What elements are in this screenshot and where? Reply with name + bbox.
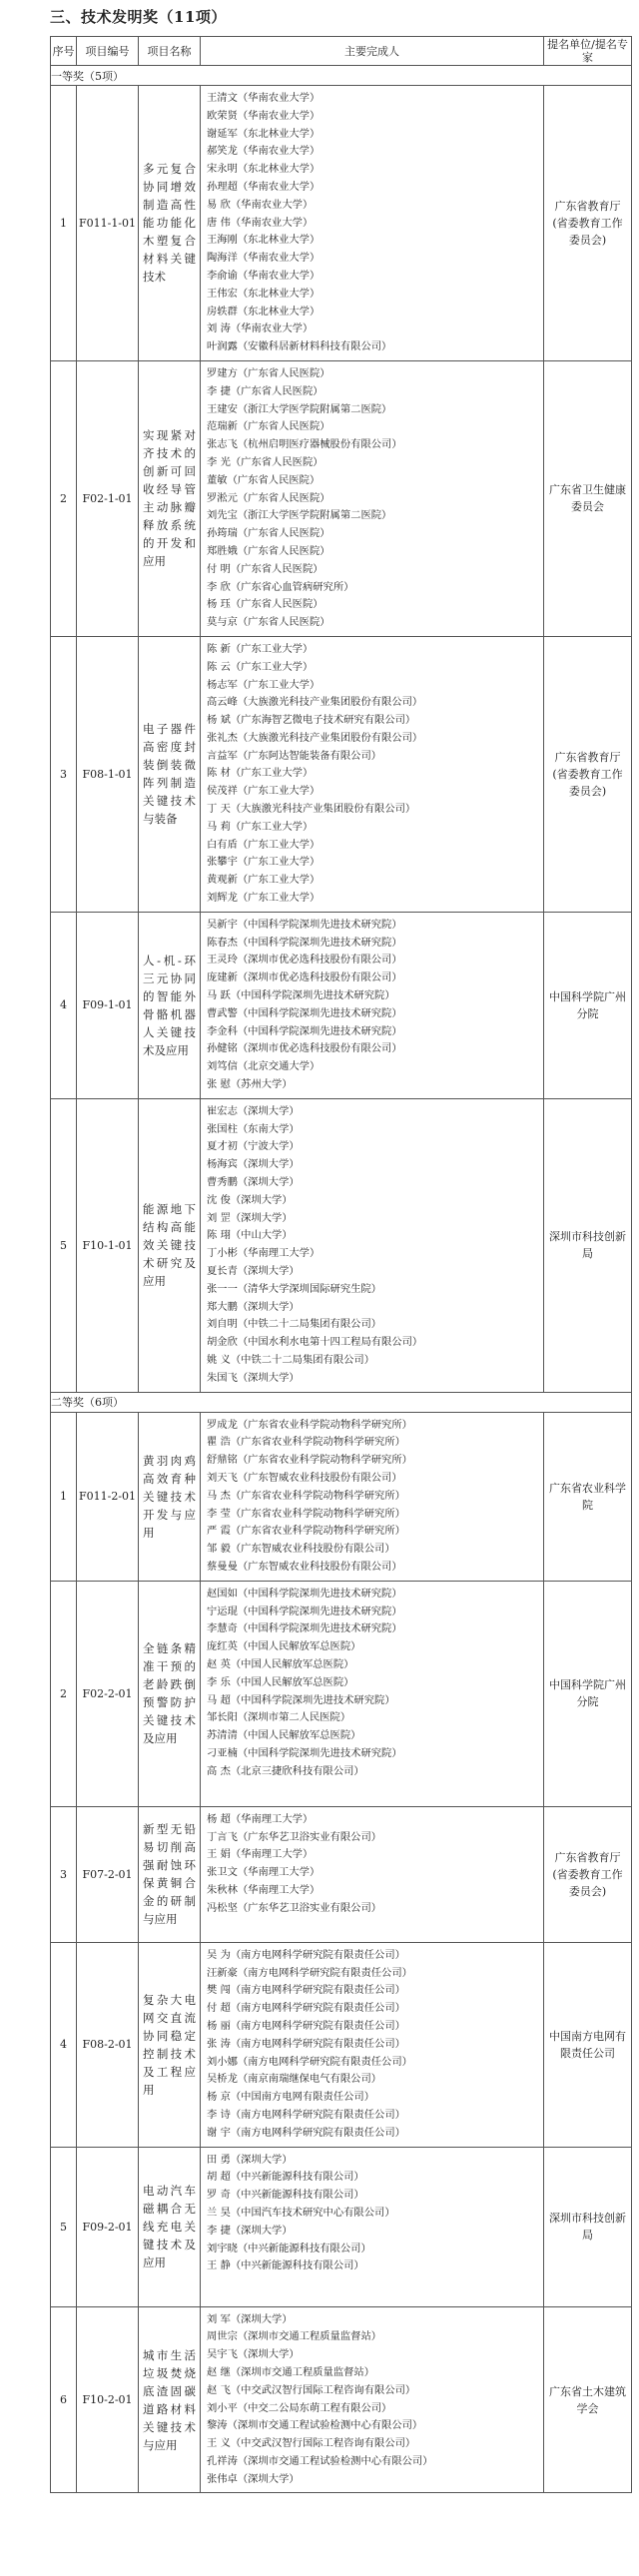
nominating-unit: 广东省卫生健康委员会 (544, 360, 632, 636)
completer-item: 罗成龙（广东省农业科学院动物科学研究所） (207, 1418, 412, 1431)
completers-cell (201, 1581, 544, 1806)
completer-item: 李 莹（广东省农业科学院动物科学研究所） (207, 1507, 405, 1520)
completer-item: 王海刚（东北林业大学） (207, 234, 320, 247)
section-label: 二等奖（6项） (51, 1392, 632, 1412)
nominating-unit: 深圳市科技创新局 (544, 2147, 632, 2306)
nominating-unit: 广东省土木建筑学会 (544, 2306, 632, 2493)
completer-item: 刘天飞（广东智威农业科技股份有限公司） (207, 1471, 402, 1484)
completer-item: 蔡曼曼（广东智威农业科技股份有限公司） (207, 1560, 402, 1573)
page-title: 三、技术发明奖（11项） (50, 8, 227, 26)
completer-item: 黎涛（深圳市交通工程试验检测中心有限公司） (207, 2419, 423, 2432)
row-seq: 1 (51, 86, 77, 361)
completer-item: 杨志军（广东工业大学） (207, 678, 320, 691)
completer-item: 杨 丽（南方电网科学研究院有限责任公司） (207, 2019, 405, 2032)
project-name: 全链条精准干预的老龄跌倒预警防护关键技术及应用 (139, 1581, 201, 1806)
completer-item: 孙筠瑞（广东省人民医院） (207, 527, 330, 540)
completer-item: 姚 义（中铁二十二局集团有限公司） (207, 1353, 375, 1366)
row-seq: 4 (51, 912, 77, 1098)
project-name: 城市生活垃圾焚烧底渣固碳道路材料关键技术与应用 (139, 2306, 201, 2493)
award-table (50, 36, 632, 2493)
completer-item: 汪新豪（南方电网科学研究院有限责任公司） (207, 1966, 412, 1979)
completer-item: 邹长阳（深圳市第二人民医院） (207, 1711, 351, 1724)
completer-item: 谢 宇（南方电网科学研究院有限责任公司） (207, 2126, 405, 2139)
completer-item: 罗淞元（广东省人民医院） (207, 491, 330, 504)
nominating-unit: 中国科学院广州分院 (544, 1581, 632, 1806)
row-code: F02-1-01 (77, 360, 139, 636)
header-code: 项目编号 (77, 37, 139, 66)
completer-item: 谢延军（东北林业大学） (207, 127, 320, 140)
completer-item: 冯松坚（广东华艺卫浴实业有限公司） (207, 1901, 382, 1914)
row-code: F08-2-01 (77, 1942, 139, 2147)
completer-item: 庞红英（中国人民解放军总医院） (207, 1640, 361, 1653)
completer-item: 赵国如（中国科学院深圳先进技术研究院） (207, 1587, 402, 1600)
completer-item: 罗建方（广东省人民医院） (207, 366, 330, 379)
row-code: F10-1-01 (77, 1098, 139, 1392)
completer-item: 刘小平（中交二公局东萌工程有限公司） (207, 2401, 392, 2414)
completer-item: 陈 材（广东工业大学） (207, 767, 314, 780)
completer-item: 王灵玲（深圳市优必选科技股份有限公司） (207, 954, 402, 966)
table-row (51, 636, 632, 912)
completer-item: 严 霞（广东省农业科学院动物科学研究所） (207, 1525, 405, 1538)
completer-item: 马 杰（广东省农业科学院动物科学研究所） (207, 1489, 405, 1502)
nominating-unit: 广东省教育厅(省委教育工作委员会) (544, 86, 632, 361)
nominating-unit: 广东省教育厅(省委教育工作委员会) (544, 1806, 632, 1942)
completer-item: 吴桥龙（南京南瑞继保电气有限公司） (207, 2073, 382, 2086)
completers-cell (201, 1098, 544, 1392)
completer-item: 刘辉龙（广东工业大学） (207, 892, 320, 905)
completer-item: 侯茂祥（广东工业大学） (207, 785, 320, 798)
completer-item: 夏才初（宁波大学） (207, 1140, 300, 1153)
row-code: F10-2-01 (77, 2306, 139, 2493)
completers-cell (201, 360, 544, 636)
completer-item: 郑大鹏（深圳大学） (207, 1300, 300, 1313)
completer-item: 沈 俊（深圳大学） (207, 1193, 293, 1206)
completer-item: 赵 继（深圳市交通工程质量监督站） (207, 2365, 375, 2378)
row-seq: 2 (51, 360, 77, 636)
completer-item: 白有盾（广东工业大学） (207, 838, 320, 851)
completer-item: 杨 珏（广东省人民医院） (207, 598, 323, 611)
completer-item: 孔祥涛（深圳市交通工程试验检测中心有限公司） (207, 2454, 433, 2467)
completer-item: 朱国飞（深圳大学） (207, 1371, 300, 1384)
completer-item: 董敏（广东省人民医院） (207, 473, 320, 486)
nominating-unit: 广东省农业科学院 (544, 1412, 632, 1581)
completer-item: 杨 斌（广东海智艺微电子技术研究有限公司） (207, 714, 416, 727)
completers-cell (201, 2306, 544, 2493)
completer-item: 刘小娜（南方电网科学研究院有限责任公司） (207, 2055, 412, 2068)
project-name: 多元复合协同增效制造高性能功能化木塑复合材料关键技术 (139, 86, 201, 361)
completer-item: 吴 为（南方电网科学研究院有限责任公司） (207, 1948, 405, 1961)
nominating-unit: 广东省教育厅(省委教育工作委员会) (544, 636, 632, 912)
completer-item: 王伟宏（东北林业大学） (207, 287, 320, 300)
completer-item: 郑胜娥（广东省人民医院） (207, 544, 330, 557)
project-name: 电子器件高密度封装倒装微阵列制造关键技术与装备 (139, 636, 201, 912)
completer-item: 张一一（清华大学深圳国际研究生院） (207, 1282, 382, 1295)
completer-item: 胡 超（中兴新能源科技有限公司） (207, 2171, 364, 2184)
header-seq: 序号 (51, 37, 77, 66)
completer-item: 李 捷（深圳大学） (207, 2224, 293, 2237)
completer-item: 刘宇晓（中兴新能源科技有限公司） (207, 2242, 371, 2254)
completer-item: 赵 英（中国人民解放军总医院） (207, 1657, 354, 1670)
row-code: F02-2-01 (77, 1581, 139, 1806)
completer-item: 叶润露（安徽科居新材料科技有限公司） (207, 340, 392, 353)
completer-item: 陈 云（广东工业大学） (207, 660, 314, 673)
nominating-unit: 中国南方电网有限责任公司 (544, 1942, 632, 2147)
completer-item: 夏长青（深圳大学） (207, 1265, 300, 1277)
completer-item: 吴宇飞（深圳大学） (207, 2348, 300, 2361)
table-row (51, 360, 632, 636)
completer-item: 李 乐（中国人民解放军总医院） (207, 1675, 354, 1688)
completer-item: 兰 昊（中国汽车技术研究中心有限公司） (207, 2206, 395, 2219)
completer-item: 唐 伟（华南农业大学） (207, 216, 314, 229)
completer-item: 杨海宾（深圳大学） (207, 1158, 300, 1171)
section-row (51, 1392, 632, 1412)
completer-item: 李 欣（广东省心血管病研究所） (207, 580, 354, 593)
completer-item: 张攀宇（广东工业大学） (207, 856, 320, 869)
completer-item: 田 勇（深圳大学） (207, 2153, 293, 2166)
completer-item: 陈 珝（中山大学） (207, 1229, 293, 1242)
completer-item: 王 静（中兴新能源科技有限公司） (207, 2259, 364, 2272)
completer-item: 刘 罡（深圳大学） (207, 1211, 293, 1224)
row-seq: 5 (51, 1098, 77, 1392)
completer-item: 范瑞新（广东省人民医院） (207, 420, 330, 433)
completer-item: 陶海洋（华南农业大学） (207, 252, 320, 265)
completer-item: 罗 奇（中兴新能源科技有限公司） (207, 2189, 364, 2202)
completer-item: 吴新宇（中国科学院深圳先进技术研究院） (207, 918, 402, 931)
completer-item: 马 跃（中国科学院深圳先进技术研究院） (207, 989, 395, 1002)
header-people: 主要完成人 (201, 37, 544, 66)
completer-item: 杨 京（中国南方电网有限责任公司） (207, 2091, 375, 2104)
completers-cell (201, 86, 544, 361)
completer-item: 高云峰（大族激光科技产业集团股份有限公司） (207, 696, 423, 709)
completer-item: 孙理超（华南农业大学） (207, 180, 320, 193)
nominating-unit: 深圳市科技创新局 (544, 1098, 632, 1392)
row-code: F08-1-01 (77, 636, 139, 912)
completer-item: 张伟卓（深圳大学） (207, 2472, 300, 2485)
completer-item: 苏清清（中国人民解放军总医院） (207, 1729, 361, 1742)
row-seq: 1 (51, 1412, 77, 1581)
completer-item: 付 明（广东省人民医院） (207, 562, 323, 575)
project-name: 人-机-环三元协同的智能外骨骼机器人关键技术及应用 (139, 912, 201, 1098)
completer-item: 刘 涛（华南农业大学） (207, 322, 314, 335)
completer-item: 李金科（中国科学院深圳先进技术研究院） (207, 1024, 402, 1037)
completer-item: 宁运琨（中国科学院深圳先进技术研究院） (207, 1605, 402, 1617)
project-name: 黄羽肉鸡高效育种关键技术开发与应用 (139, 1412, 201, 1581)
nominating-unit: 中国科学院广州分院 (544, 912, 632, 1098)
completer-item: 黄观新（广东工业大学） (207, 874, 320, 887)
completer-item: 李俞谕（华南农业大学） (207, 269, 320, 282)
completer-item: 李 捷（广东省人民医院） (207, 384, 323, 397)
completer-item: 王 娟（华南理工大学） (207, 1848, 314, 1861)
row-code: F011-2-01 (77, 1412, 139, 1581)
completer-item: 丁小彬（华南理工大学） (207, 1247, 320, 1260)
row-seq: 4 (51, 1942, 77, 2147)
row-seq: 2 (51, 1581, 77, 1806)
completer-item: 孙健铭（深圳市优必选科技股份有限公司） (207, 1042, 402, 1055)
completer-item: 王建安（浙江大学医学院附属第二医院） (207, 402, 392, 415)
completer-item: 言益军（广东阿达智能装备有限公司） (207, 749, 382, 762)
completer-item: 曹秀鹏（深圳大学） (207, 1176, 300, 1189)
table-row (51, 1412, 632, 1581)
completers-cell (201, 2147, 544, 2306)
completer-item: 陈春杰（中国科学院深圳先进技术研究院） (207, 936, 402, 949)
completer-item: 朱秋林（华南理工大学） (207, 1883, 320, 1896)
completer-item: 刘先宝（浙江大学医学院附属第二医院） (207, 509, 392, 522)
header-name: 项目名称 (139, 37, 201, 66)
completer-item: 张 涛（南方电网科学研究院有限责任公司） (207, 2037, 405, 2050)
table-row (51, 912, 632, 1098)
completer-item: 丁 天（大族激光科技产业集团股份有限公司） (207, 803, 416, 816)
completer-item: 樊 闯（南方电网科学研究院有限责任公司） (207, 1984, 405, 1997)
completer-item: 莫与京（广东省人民医院） (207, 616, 330, 629)
completer-item: 张国柱（东南大学） (207, 1122, 300, 1135)
completer-item: 李慧奇（中国科学院深圳先进技术研究院） (207, 1622, 402, 1635)
project-name: 电动汽车磁耦合无线充电关键技术及应用 (139, 2147, 201, 2306)
completer-item: 瞿 浩（广东省农业科学院动物科学研究所） (207, 1436, 405, 1449)
completer-item: 付 超（南方电网科学研究院有限责任公司） (207, 2002, 405, 2015)
completer-item: 陈 新（广东工业大学） (207, 642, 314, 655)
completer-item: 李 光（广东省人民医院） (207, 455, 323, 468)
section-label: 一等奖（5项） (51, 66, 632, 86)
row-code: F09-2-01 (77, 2147, 139, 2306)
completer-item: 曹武警（中国科学院深圳先进技术研究院） (207, 1006, 402, 1019)
completer-item: 刘自明（中铁二十二局集团有限公司） (207, 1318, 382, 1331)
completers-cell (201, 1412, 544, 1581)
completer-item: 庞建新（深圳市优必选科技股份有限公司） (207, 971, 402, 984)
completers-cell (201, 636, 544, 912)
completer-item: 胡金欣（中国水利水电第十四工程局有限公司） (207, 1336, 423, 1349)
row-seq: 6 (51, 2306, 77, 2493)
completers-cell (201, 1942, 544, 2147)
completers-cell (201, 912, 544, 1098)
completer-item: 张卫文（华南理工大学） (207, 1866, 320, 1879)
completer-item: 张 慰（苏州大学） (207, 1078, 293, 1091)
project-name: 能源地下结构高能效关键技术研究及应用 (139, 1098, 201, 1392)
section-row (51, 66, 632, 86)
completer-item: 周世宗（深圳市交通工程质量监督站） (207, 2330, 382, 2343)
table-row (51, 1098, 632, 1392)
completer-item: 易 欣（华南农业大学） (207, 198, 314, 211)
completer-item: 高 杰（北京三捷欣科技有限公司） (207, 1764, 364, 1777)
row-code: F07-2-01 (77, 1806, 139, 1942)
completer-item: 李 诗（南方电网科学研究院有限责任公司） (207, 2108, 405, 2121)
completer-item: 宋永明（东北林业大学） (207, 163, 320, 176)
completers-cell (201, 1806, 544, 1942)
completer-item: 舒鼎铭（广东省农业科学院动物科学研究所） (207, 1454, 412, 1467)
table-row (51, 86, 632, 361)
completer-item: 郝笑龙（华南农业大学） (207, 145, 320, 158)
completer-item: 刘笃信（北京交通大学） (207, 1060, 320, 1073)
row-seq: 3 (51, 1806, 77, 1942)
row-seq: 5 (51, 2147, 77, 2306)
completer-item: 张志飞（杭州启明医疗器械股份有限公司） (207, 438, 402, 451)
row-code: F09-1-01 (77, 912, 139, 1098)
completer-item: 崔宏志（深圳大学） (207, 1104, 300, 1117)
completer-item: 张礼杰（大族激光科技产业集团股份有限公司） (207, 731, 423, 744)
table-row (51, 2306, 632, 2493)
completer-item: 丁言飞（广东华艺卫浴实业有限公司） (207, 1830, 382, 1843)
table-row (51, 1806, 632, 1942)
table-row (51, 1942, 632, 2147)
table-header-row (51, 37, 632, 66)
completer-item: 欧荣贤（华南农业大学） (207, 109, 320, 122)
completer-item: 王 义（中交武汉智行国际工程咨询有限公司） (207, 2437, 416, 2450)
table-row (51, 1581, 632, 1806)
completer-item: 马 超（中国科学院深圳先进技术研究院） (207, 1693, 395, 1706)
completer-item: 刁亚楠（中国科学院深圳先进技术研究院） (207, 1746, 402, 1759)
table-body (51, 66, 632, 2493)
header-unit: 提名单位/提名专家 (544, 37, 632, 66)
completer-item: 刘 军（深圳大学） (207, 2312, 293, 2325)
row-code: F011-1-01 (77, 86, 139, 361)
completer-item: 马 莉（广东工业大学） (207, 820, 314, 833)
project-name: 新型无铅易切削高强耐蚀环保黄铜合金的研制与应用 (139, 1806, 201, 1942)
row-seq: 3 (51, 636, 77, 912)
project-name: 复杂大电网交直流协同稳定控制技术及工程应用 (139, 1942, 201, 2147)
completer-item: 王清文（华南农业大学） (207, 92, 320, 104)
completer-item: 杨 超（华南理工大学） (207, 1812, 314, 1825)
completer-item: 赵 飞（中交武汉智行国际工程咨询有限公司） (207, 2383, 416, 2396)
completer-item: 邹 毅（广东智威农业科技股份有限公司） (207, 1543, 395, 1556)
completer-item: 房轶群（东北林业大学） (207, 305, 320, 318)
table-row (51, 2147, 632, 2306)
project-name: 实现紧对齐技术的创新可回收经导管主动脉瓣释放系统的开发和应用 (139, 360, 201, 636)
